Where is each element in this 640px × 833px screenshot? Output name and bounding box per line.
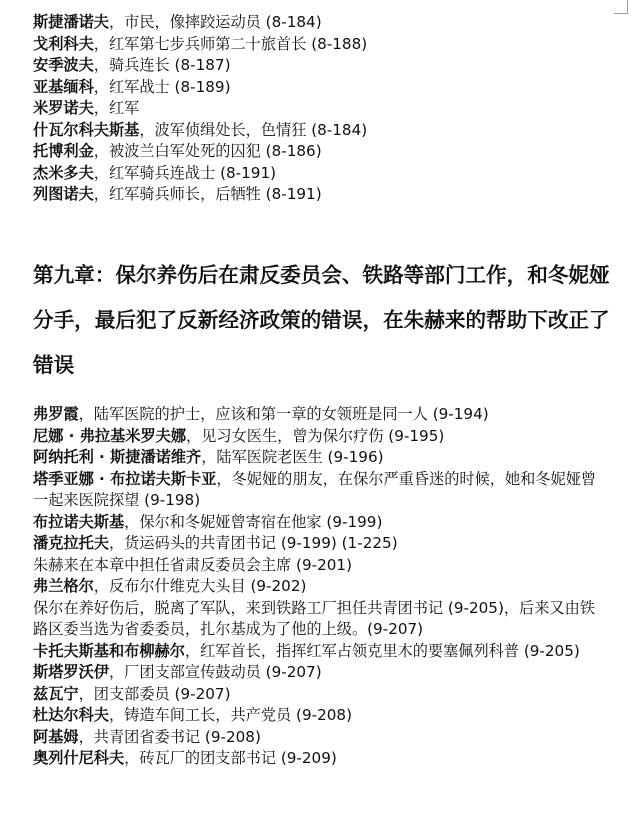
character-name: 弗罗霞 [33,405,79,423]
list-item [33,120,610,142]
character-name: 米罗诺夫 [33,99,94,117]
list-item [33,533,610,555]
character-name: 斯塔罗沃伊 [33,663,109,681]
character-name: 弗兰格尔 [33,577,94,595]
list-item [33,598,610,641]
character-description: ，厂团支部宣传鼓动员 (9-207) [108,663,322,681]
character-name: 阿纳托利 · 斯捷潘诺维齐 [33,448,202,466]
character-description: 朱赫来在本章中担任省肃反委员会主席 (9-201) [33,555,352,574]
character-description: 保尔在养好伤后，脱离了军队，来到铁路工厂担任共青团书记 (9-205)，后来又由铁路区委当选为省委委员，扎尔基成为了他的上级。(9-207) [33,598,595,638]
character-description: ，共青团省委书记 (9-208) [78,727,261,746]
character-list-chapter-9 [0,404,640,770]
character-description: ，陆军医院的护士，应该和第一章的女领班是同一人 (9-194) [78,405,489,423]
character-name: 列图诺夫 [33,185,94,203]
character-description: ，砖瓦厂的团支部书记 (9-209) [124,749,337,767]
list-item [33,426,610,448]
character-name: 戈利科夫 [33,34,94,53]
character-description: ，波军侦缉处长，色情狂 (8-184) [139,120,368,139]
list-item [33,77,610,99]
list-item [33,748,610,770]
list-item [33,662,610,684]
list-item [33,576,610,598]
character-description: ，铸造车间工长，共产党员 (9-208) [108,706,352,724]
character-name: 阿基姆 [33,727,79,746]
character-description: ，红军骑兵师长，后牺牲 (8-191) [93,185,322,203]
character-description: ，市民，像摔跤运动员 (8-184) [108,13,322,31]
character-description: ，红军战士 (8-189) [93,77,231,96]
character-name: 卡托夫斯基和布柳赫尔 [33,641,185,660]
character-description: ，货运码头的共青团书记 (9-199) (1-225) [108,534,398,552]
character-description: ，团支部委员 (9-207) [78,684,231,703]
character-name: 什瓦尔科夫斯基 [33,120,140,139]
character-description: ，红军骑兵连战士 (8-191) [93,163,277,182]
list-item [33,447,610,469]
character-description: ，骑兵连长 (8-187) [93,56,231,74]
character-name: 亚基缅科 [33,77,94,96]
character-name: 奥列什尼科夫 [33,749,125,767]
list-item [33,705,610,727]
character-description: ，保尔和冬妮娅曾寄宿在他家 (9-199) [124,512,383,531]
character-description: ，被波兰白军处死的囚犯 (8-186) [93,142,322,160]
list-item [33,34,610,56]
character-name: 杰米多夫 [33,163,94,182]
list-item [33,512,610,534]
list-item [33,469,610,512]
list-item [33,404,610,426]
list-item [33,555,610,577]
character-description: ，冬妮娅的朋友，在保尔严重昏迷的时候，她和冬妮娅曾一起来医院探望 (9-198) [33,469,597,509]
character-description: ，红军首长，指挥红军占领克里木的要塞佩列科普 (9-205) [184,641,580,660]
list-item [33,12,610,34]
character-name: 托博利金 [33,142,94,160]
list-item [33,163,610,185]
list-item [33,55,610,77]
list-item [33,641,610,663]
list-item [33,727,610,749]
character-name: 潘克拉托夫 [33,534,109,552]
character-description: ，见习女医生，曾为保尔疗伤 (9-195) [186,426,445,445]
character-name: 斯捷潘诺夫 [33,13,109,31]
character-description: ，反布尔什维克大头目 (9-202) [93,577,307,595]
character-name: 布拉诺夫斯基 [33,512,125,531]
character-list-chapter-8 [0,12,640,206]
character-name: 杜达尔科夫 [33,706,109,724]
character-description: ，陆军医院老医生 (9-196) [201,448,384,466]
list-item [33,98,610,120]
character-description: ，红军 [93,99,140,117]
list-item [33,184,610,206]
character-name: 尼娜 · 弗拉基米罗夫娜 [33,426,187,445]
list-item [33,141,610,163]
list-item [33,684,610,706]
chapter-heading: 第九章：保尔养伤后在肃反委员会、铁路等部门工作，和冬妮娅分手，最后犯了反新经济政策的错误，在朱赫来的帮助下改正了错误 [33,263,610,377]
character-name: 安季波夫 [33,56,94,74]
character-name: 兹瓦宁 [33,684,79,703]
character-name: 塔季亚娜 · 布拉诺夫斯卡亚 [33,469,217,488]
character-description: ，红军第七步兵师第二十旅首长 (8-188) [93,34,368,53]
